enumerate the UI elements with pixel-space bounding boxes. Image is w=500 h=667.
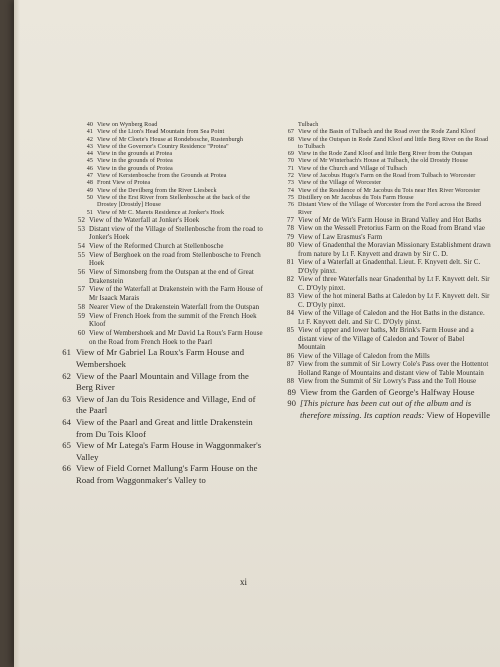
list-item: 83 View of the hot mineral Baths at Caledon by Lt F. Knyvett delt. Sir C. D'Oyly pinxt. bbox=[286, 293, 490, 309]
list-item: 65 View of Mr Latega's Farm House in Waggonmaker's Valley bbox=[62, 440, 262, 462]
page-number: xi bbox=[240, 577, 248, 587]
list-item: 64 View of the Paarl and Great and little Drakenstein from Du Tois Kloof bbox=[62, 416, 253, 439]
list-item: 76 Distant View of the Village of Worcester from the Ford across the Breed River bbox=[287, 202, 482, 216]
list-of-plates-right-column bbox=[281, 122, 492, 421]
list-item: 61 View of Mr Gabriel La Roux's Farm House and Wembershoek bbox=[62, 347, 245, 369]
list-item: 45 View in the grounds of Protea bbox=[86, 158, 173, 165]
list-item: 60 View of Wembershoek and Mr David La Roux's Farm House on the Road from French Hoek to the Paarl bbox=[77, 330, 263, 346]
list-item: 50 View of the Erst River from Stellenbosche at the back of the Drostey [Drostdy] House bbox=[86, 194, 251, 209]
list-item: 72 View of Jacobus Hugo's Farm on the Road from Tulbach to Worcester bbox=[287, 173, 476, 180]
list-item: 51 View of Mr C. Marets Residence at Jonker's Hoek bbox=[86, 209, 225, 216]
list-item: 59 View of French Hoek from the summit of the French Hoek Kloof bbox=[77, 312, 257, 329]
list-item: 73 View of the Village of Worcester bbox=[287, 180, 382, 187]
list-item: 44 View in the grounds at Protea bbox=[86, 151, 173, 158]
list-item: 79 View of Law Erasmus's Farm bbox=[286, 233, 383, 241]
list-item: 70 View of Mr Winterbach's House at Tulbach, the old Drostdy House bbox=[287, 158, 468, 165]
list-item: 81 View of a Waterfall at Gnadenthal. Lieut. F. Knyvett delt. Sir C. D'Oyly pinxt. bbox=[286, 259, 481, 275]
list-item: 49 View of the Devilberg from the River Liesbeck bbox=[86, 187, 217, 194]
list-item: 82 View of three Waterfalls near Gnadenthal by Lt F. Knyvett delt. Sir C. D'Oyly pinxt. bbox=[286, 276, 490, 292]
list-item: 43 View of the Governor's Country Residence "Protea" bbox=[86, 143, 229, 150]
list-item: 58 Nearer View of the Drakenstein Waterfall from the Outspan bbox=[77, 303, 260, 311]
list-item: 88 View from the Summit of Sir Lowry's Pass and the Toll House bbox=[286, 378, 477, 386]
list-item: 57 View of the Waterfall at Drakenstein with the Farm House of Mr Isaack Marais bbox=[77, 286, 263, 303]
page-edge-shadow bbox=[14, 0, 20, 667]
list-item: 63 View of Jan du Tois Residence and Village, End of the Paarl bbox=[62, 393, 256, 416]
list-item: 62 View of the Paarl Mountain and Village from the Berg River bbox=[62, 370, 249, 393]
editorial-note: [This picture has been cut out of the album and is therefore missing. Its caption reads: bbox=[300, 399, 472, 420]
list-of-plates-left-column bbox=[46, 122, 263, 487]
book-page bbox=[14, 0, 500, 667]
list-item: 78 View on the Wessell Pretorius Farm on the Road from Brand vlae bbox=[286, 225, 486, 233]
list-item: 66 View of Field Cornet Mallung's Farm House on the Road from Waggonmaker's Valley to bbox=[62, 463, 258, 485]
list-item: 40 View on Wynberg Road bbox=[86, 122, 158, 128]
list-item: 41 View of the Lion's Head Mountain from Sea Point bbox=[86, 129, 225, 136]
list-item: 86 View of the Village of Caledon from the Mills bbox=[286, 352, 430, 360]
list-item: 77 View of Mr de Wit's Farm House in Brand Valley and Hot Baths bbox=[286, 216, 482, 224]
list-item: 56 View of Simonsberg from the Outspan at the end of Great Drakenstein bbox=[77, 269, 254, 285]
list-item: 54 View of the Reformed Church at Stellenbosche bbox=[77, 242, 224, 250]
list-item: 84 View of the Village of Caledon and the Hot Baths in the distance. Lt F. Knyvett delt. and Sir C. D'Oyly pinxt. bbox=[286, 310, 485, 326]
list-item: 47 View of Kerstenbosche from the Grounds at Protea bbox=[86, 173, 227, 180]
list-item: 52 View of the Waterfall at Jonker's Hoek bbox=[77, 216, 200, 224]
list-item: 69 View in the Rode Zand Kloof and little Berg River from the Outspan bbox=[287, 151, 473, 158]
list-item: 67 View of the Basin of Tulbach and the Road over the Rode Zand Kloof bbox=[287, 129, 476, 136]
list-item: 55 View of Berghoek on the road from Stellenbosche to French Hoek bbox=[77, 251, 261, 268]
list-item: 90 [This picture has been cut out of the album and is therefore missing. Its caption reads: View of Hopeville bbox=[287, 399, 491, 420]
list-item: 42 View of Mr Cloete's House at Rondebosche, Rustenburgh bbox=[86, 136, 244, 143]
list-item: 68 View of the Outspan in Rode Zand Kloof and little Berg River on the Road to Tulbach bbox=[287, 136, 489, 150]
list-item: 48 Front View of Protea bbox=[86, 180, 151, 187]
list-item: 80 View of Gnadenthal the Moravian Missionary Establishment drawn from nature by Lt F. Knyvett and drawn by Sir C. D. bbox=[286, 242, 491, 258]
list-item: 53 Distant view of the Village of Stellenbosche from the road to Jonker's Hoek bbox=[77, 225, 263, 242]
list-item: 75 Distillery on Mr Jacobus du Tois Farm House bbox=[287, 194, 414, 201]
list-item: 89 View from the Garden of George's Halfway House bbox=[287, 387, 475, 397]
list-item: 71 View of the Church and Village of Tulbach bbox=[287, 165, 408, 172]
list-item-continuation: Tulbach bbox=[298, 122, 319, 128]
list-item: 46 View in the grounds of Protea bbox=[86, 165, 173, 172]
list-item: 85 View of upper and lower baths, Mr Brink's Farm House and a distant view of the Village of Caledon and Tower of Babel Mountain bbox=[286, 327, 474, 352]
list-item: 74 View of the Residence of Mr Jacobus du Tois near Hex River Worcester bbox=[287, 187, 481, 194]
list-item: 87 View from the summit of Sir Lowry Cole's Pass over the Hottentot Holland Range of Mountains and distant view of Table Mountain bbox=[286, 361, 489, 377]
